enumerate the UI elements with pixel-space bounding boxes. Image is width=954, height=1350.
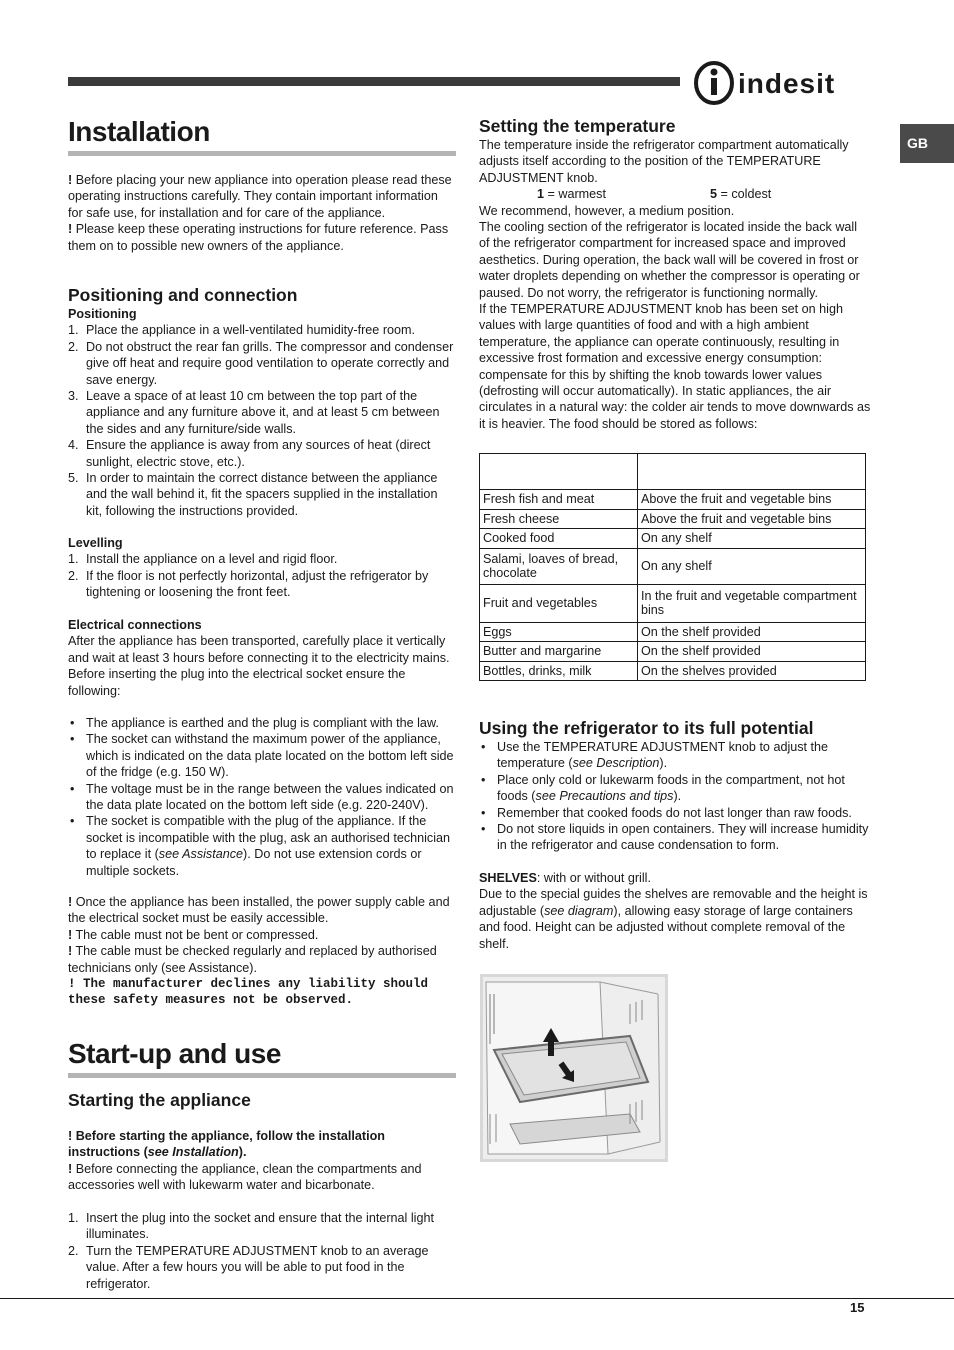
svg-text:indesit: indesit xyxy=(738,68,836,99)
intro-paragraph: ! Please keep these operating instructions for future reference. Pass them on to possible new owners of the appliance. xyxy=(68,222,449,253)
installation-intro xyxy=(68,172,456,254)
installation-warnings xyxy=(68,894,458,1009)
footer-rule xyxy=(0,1298,954,1299)
table-header-row xyxy=(480,454,866,490)
list-item: 2. Do not obstruct the rear fan grills. The compressor and condenser give off heat and require good ventilation to operate correctly and save energy. xyxy=(68,339,454,387)
temperature-p1: The temperature inside the refrigerator compartment automatically adjusts itself according to the position of the TEMPERATURE ADJUSTMENT knob. xyxy=(479,138,849,185)
starting-notes xyxy=(68,1128,458,1194)
potential-list xyxy=(479,739,871,854)
storage-table xyxy=(479,453,866,681)
temperature-p3: The cooling section of the refrigerator is located inside the back wall of the refrigerator compartment for increased space and improved aesthetics. During operation, the back wall will be covered in frost or water droplets depending on whether the compressor is operating or paused. Do not worry, the refrigerator is functioning normally. xyxy=(479,220,860,300)
intro-paragraph: ! Before placing your new appliance into operation please read these operating instructions carefully. They contain important information for safe use, for installation and for care of the appliance. xyxy=(68,173,452,220)
list-item: 4. Ensure the appliance is away from any sources of heat (direct sunlight, electric stove, etc.). xyxy=(68,438,431,469)
list-item: 1. Place the appliance in a well-ventilated humidity-free room. xyxy=(68,323,416,338)
starting-section xyxy=(68,1090,456,1111)
starting-heading: Starting the appliance xyxy=(68,1090,251,1110)
table-row: Fruit and vegetables In the fruit and vegetable compartment bins xyxy=(480,584,866,622)
warning-text: ! The cable must be checked regularly and replaced by authorised technicians only (see Assistance). xyxy=(68,944,437,975)
list-item: • Remember that cooked foods do not last longer than raw foods. xyxy=(481,805,852,820)
indesit-logo xyxy=(694,60,870,106)
language-tab: GB xyxy=(900,124,954,163)
potential-heading: Using the refrigerator to its full potential xyxy=(479,718,814,738)
header-bar xyxy=(68,77,680,86)
shelves-text: Due to the special guides the shelves are removable and the height is adjustable (see diagram), allowing easy storage of large containers and food. Height can be adjusted without complete removal of the shelf. xyxy=(479,887,868,951)
list-item: • The voltage must be in the range between the values indicated on the data plate located on the bottom left side (e.g. 220-240V). xyxy=(70,781,454,813)
positioning-section xyxy=(68,285,456,519)
levelling-list xyxy=(68,551,456,600)
bold-warning: ! Before starting the appliance, follow the installation instructions (see Installation). xyxy=(68,1129,385,1160)
shelf-diagram xyxy=(480,974,668,1162)
table-row: Eggs On the shelf provided xyxy=(480,622,866,642)
table-row: Butter and margarine On the shelf provided xyxy=(480,642,866,662)
table-row: Cooked food On any shelf xyxy=(480,529,866,549)
levelling-section xyxy=(68,535,456,601)
levelling-subheading: Levelling xyxy=(68,536,123,550)
table-row: Fresh fish and meat Above the fruit and vegetable bins xyxy=(480,490,866,510)
list-item: 3. Leave a space of at least 10 cm between the top part of the appliance and any furniture above it, and at least 5 cm between the sides and any furniture/side walls. xyxy=(68,389,440,436)
clean-note: ! Before connecting the appliance, clean the compartments and accessories well with lukewarm water and bicarbonate. xyxy=(68,1161,422,1193)
table-row: Salami, loaves of bread, chocolate On any shelf xyxy=(480,548,866,584)
warning-text: ! The cable must not be bent or compressed. xyxy=(68,927,319,942)
list-item: • Do not store liquids in open containers. They will increase humidity in the refrigerator and cause condensation to form. xyxy=(481,822,869,853)
list-item: • The appliance is earthed and the plug is compliant with the law. xyxy=(70,716,439,730)
title-rule xyxy=(68,1073,456,1078)
electrical-subheading: Electrical connections xyxy=(68,618,202,632)
list-item: 5. In order to maintain the correct distance between the appliance and the wall behind it, fit the spacers supplied in the installation kit, following the instructions provided. xyxy=(68,471,438,518)
temperature-p4: If the TEMPERATURE ADJUSTMENT knob has been set on high values with large quantities of food and with a high ambient temperature, the appliance can operate continuously, resulting in excessive frost formation and excessive energy consumption: compensate for this by shifting the knob towards lower values (defrosting will occur automatically). In static appliances, the air circulates in a natural way: the colder air tends to move downwards as it is heavier. The food should be stored as follows: xyxy=(479,302,871,431)
positioning-list xyxy=(68,322,456,519)
list-item: 1. Insert the plug into the socket and ensure that the internal light illuminates. xyxy=(68,1211,434,1242)
potential-section xyxy=(479,718,871,854)
table-row: Bottles, drinks, milk On the shelves provided xyxy=(480,661,866,681)
temperature-heading: Setting the temperature xyxy=(479,116,676,136)
page-number: 15 xyxy=(850,1300,865,1315)
list-item: 2. Turn the TEMPERATURE ADJUSTMENT knob to an average value. After a few hours you will be able to put food in the refrigerator. xyxy=(68,1243,429,1291)
title-rule xyxy=(68,151,456,156)
list-item: 1. Install the appliance on a level and rigid floor. xyxy=(68,552,338,567)
starting-steps xyxy=(68,1210,456,1292)
list-item: • Use the TEMPERATURE ADJUSTMENT knob to adjust the temperature (see Description). xyxy=(481,740,829,771)
table-row: Fresh cheese Above the fruit and vegetable bins xyxy=(480,509,866,529)
electrical-checklist xyxy=(68,715,458,879)
installation-title: Installation xyxy=(68,116,210,147)
startup-title: Start-up and use xyxy=(68,1038,281,1069)
list-item: • The socket is compatible with the plug of the appliance. If the socket is incompatible with the plug, ask an authorised technician to replace it (see Assistance). Do not use extension cords or multiple sockets. xyxy=(70,814,451,878)
shelves-line: SHELVES: with or without grill. xyxy=(479,871,651,885)
installation-section xyxy=(68,116,456,148)
positioning-subheading: Positioning xyxy=(68,307,137,321)
liability-notice: ! The manufacturer declines any liability should these safety measures not be observed. xyxy=(68,977,429,1008)
startup-section xyxy=(68,1038,456,1070)
list-item: 2. If the floor is not perfectly horizontal, adjust the refrigerator by tightening or loosening the front feet. xyxy=(68,568,429,600)
electrical-intro: After the appliance has been transported, carefully place it vertically and wait at least 3 hours before connecting it to the electricity mains. Before inserting the plug into the electrical socket ensure the following: xyxy=(68,634,450,698)
temperature-p2: We recommend, however, a medium position. xyxy=(479,203,735,218)
list-item: • The socket can withstand the maximum power of the appliance, which is indicated on the data plate located on the bottom left side of the fridge (e.g. 150 W). xyxy=(70,732,454,780)
temperature-scale: 1 = warmest 5 = coldest xyxy=(537,187,772,202)
shelves-section xyxy=(479,870,871,952)
temperature-section xyxy=(479,116,871,432)
positioning-heading: Positioning and connection xyxy=(68,285,298,305)
list-item: • Place only cold or lukewarm foods in the compartment, not hot foods (see Precautions and tips). xyxy=(481,772,845,804)
warning-text: ! Once the appliance has been installed, the power supply cable and the electrical socket must be easily accessible. xyxy=(68,895,450,926)
electrical-section xyxy=(68,617,456,699)
